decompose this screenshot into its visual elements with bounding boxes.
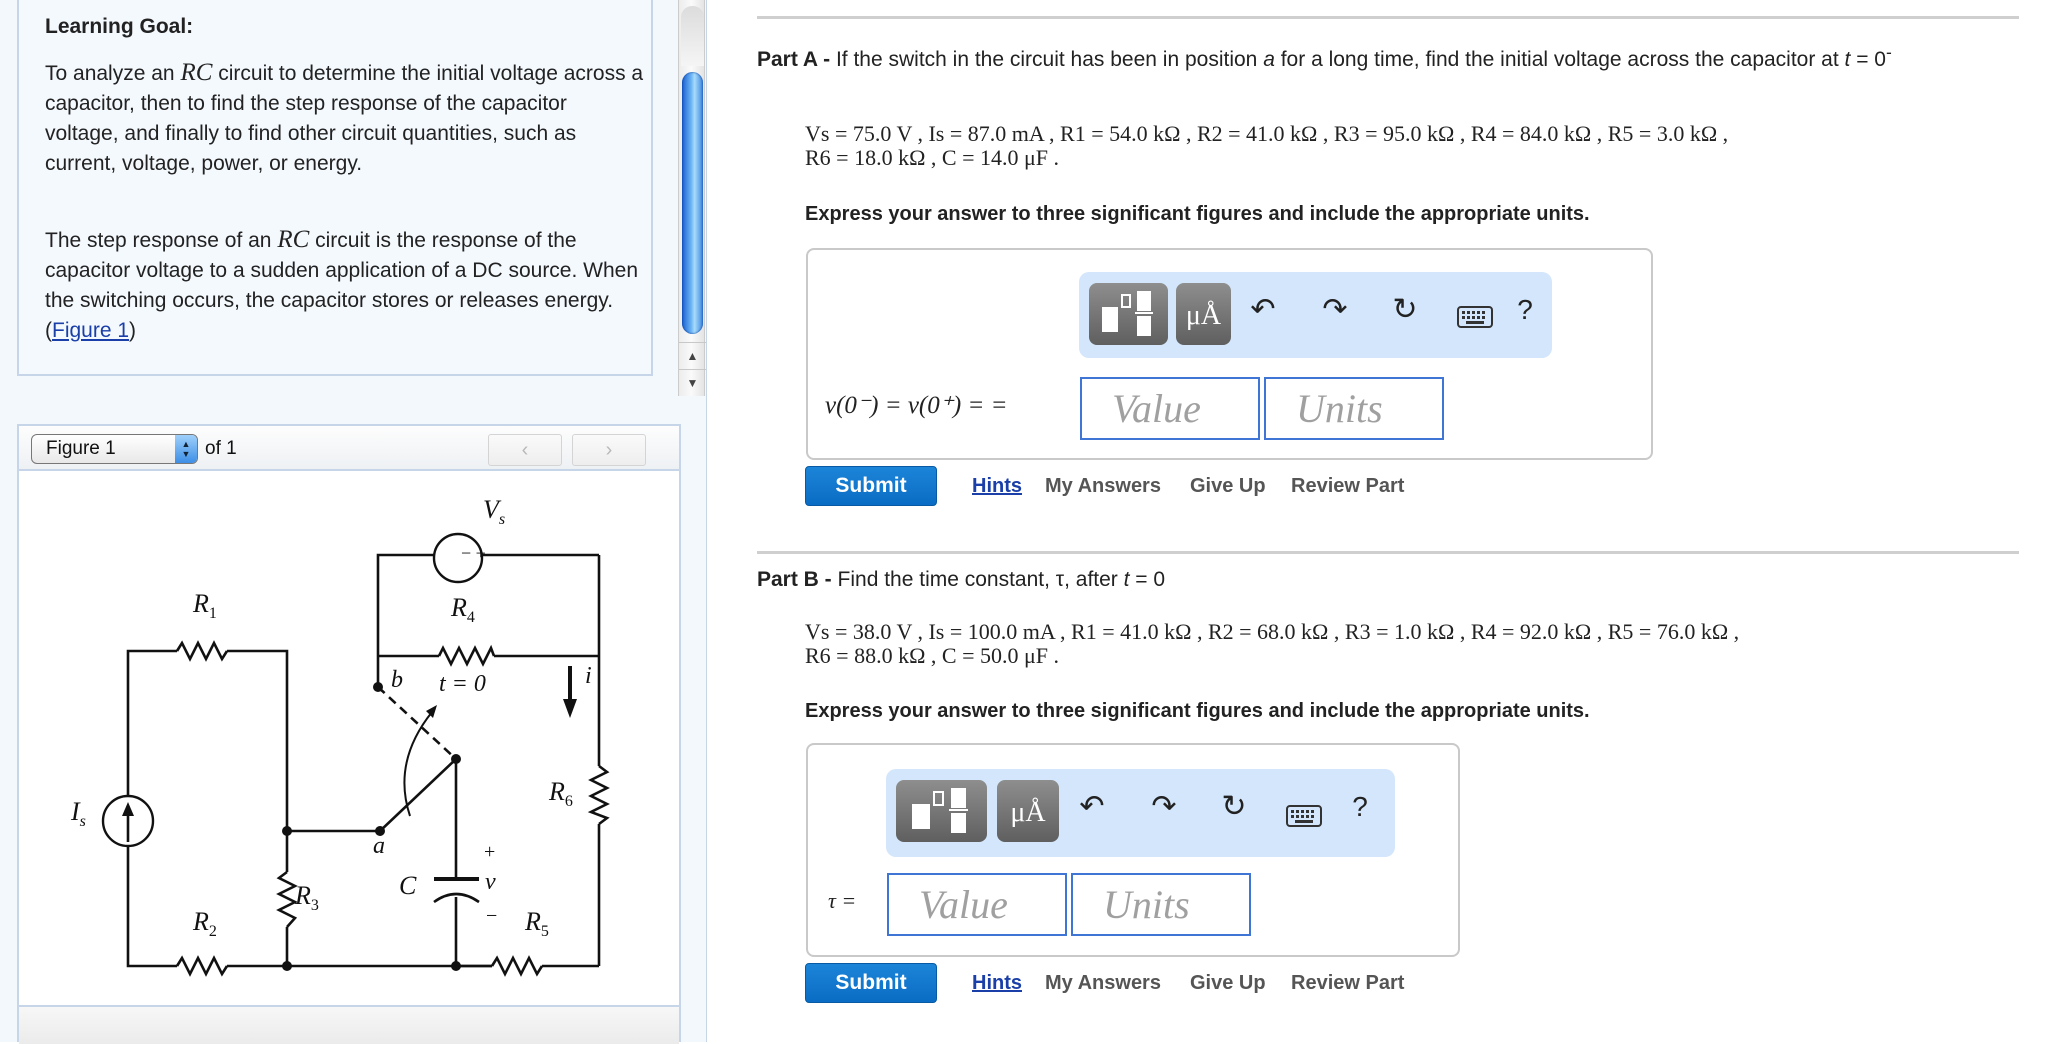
units-button[interactable] [997, 780, 1059, 842]
label-b: b [391, 667, 403, 693]
part-b-givens-line-1: Vs = 38.0 V , Is = 100.0 mA , R1 = 41.0 kΩ , R2 = 68.0 kΩ , R3 = 1.0 kΩ , R4 = 92.0 kΩ , R5 = 76.0 kΩ , [805, 619, 1740, 644]
part-b-hints-link[interactable]: Hints [972, 972, 1022, 994]
label-i: i [585, 663, 592, 689]
undo-icon[interactable]: ↶ [1079, 790, 1105, 823]
label-t0: t = 0 [439, 671, 486, 697]
left-column [0, 0, 707, 1042]
prev-figure-button[interactable] [488, 434, 562, 466]
part-a-value-input[interactable] [1080, 377, 1260, 440]
text: - [1886, 42, 1892, 62]
part-a-givens-line-1: Vs = 75.0 V , Is = 87.0 mA , R1 = 54.0 kΩ , R2 = 41.0 kΩ , R3 = 95.0 kΩ , R4 = 84.0 kΩ , R5 = 3.0 kΩ , [805, 121, 1729, 146]
templates-icon [1089, 283, 1168, 345]
part-b-title [757, 568, 1165, 592]
label-a: a [373, 833, 385, 859]
part-a-hints-link[interactable]: Hints [972, 475, 1022, 497]
reset-icon[interactable]: ↻ [1392, 293, 1418, 326]
learning-goal-paragraph-2 [45, 225, 645, 346]
learning-goal-box [17, 0, 653, 376]
text: ) [129, 319, 137, 342]
scrollbar-track-cap [681, 6, 704, 66]
label-r4: $R_4$ [451, 593, 475, 627]
text: The step response of an [45, 229, 278, 252]
label-r6: $R_6$ [549, 777, 573, 811]
circuit-figure [19, 471, 679, 1005]
part-a-givens [805, 122, 1728, 170]
part-b-my-answers-link[interactable]: My Answers [1045, 972, 1161, 994]
text: t [1844, 48, 1851, 71]
part-a-title [757, 36, 2017, 76]
label-r1: $R_1$ [193, 589, 217, 623]
scroll-up-arrow-icon[interactable]: ▲ [679, 342, 706, 369]
figure-1-link[interactable]: Figure 1 [52, 319, 130, 342]
undo-icon[interactable]: ↶ [1250, 293, 1276, 326]
text: circuit is the response of the capacitor voltage to a sudden application of a DC source. When the switching occurs, the capacitor stores or releases energy.( [45, 229, 639, 342]
part-a-equation-label: v(0⁻) = v(0⁺) = = [825, 392, 1008, 419]
part-b-review-part-link[interactable]: Review Part [1291, 972, 1405, 994]
learning-goal-scrollbar[interactable] [678, 0, 705, 396]
text: t [1123, 568, 1130, 591]
label-r5: $R_5$ [525, 907, 549, 941]
part-b-value-input[interactable] [887, 873, 1067, 936]
label-r2: $R_2$ [193, 907, 217, 941]
part-b-divider [757, 551, 2019, 554]
part-b-submit-button[interactable]: Submit [805, 963, 937, 1003]
keyboard-icon[interactable] [1455, 302, 1495, 336]
label-c: C [399, 871, 417, 900]
learning-goal-title: Learning Goal: [45, 15, 194, 38]
part-b-instruction: Express your answer to three significant figures and include the appropriate units. [805, 700, 1590, 722]
label-vs: $V_s$ [483, 495, 506, 529]
part-a-label: Part A - [757, 48, 831, 71]
label-v: v [485, 869, 496, 895]
redo-icon[interactable]: ↷ [1151, 790, 1177, 823]
part-a-submit-button[interactable]: Submit [805, 466, 937, 506]
part-b-givens [805, 620, 1739, 668]
math-rc: RC [277, 226, 310, 253]
part-a-divider [757, 16, 2019, 19]
templates-icon [896, 780, 987, 842]
label-r3: $R_3$ [295, 881, 319, 915]
part-b-equation-label: τ = [828, 888, 857, 913]
learning-goal-paragraph-1 [45, 58, 645, 179]
part-b-label: Part B - [757, 568, 832, 591]
part-b-units-input[interactable] [1071, 873, 1251, 936]
math-rc: RC [180, 59, 213, 86]
figure-select[interactable] [31, 434, 198, 464]
keyboard-icon[interactable] [1284, 801, 1324, 835]
label-vs-polarity: − + [461, 543, 486, 563]
chevron-right-icon: › [605, 439, 613, 461]
help-icon[interactable]: ? [1352, 791, 1368, 822]
units-icon: μÅ [1185, 300, 1222, 331]
scrollbar-thumb[interactable] [682, 72, 703, 334]
part-a-my-answers-link[interactable]: My Answers [1045, 475, 1161, 497]
part-a-units-input[interactable] [1264, 377, 1444, 440]
part-b-answer-box [806, 743, 1460, 957]
part-b-givens-line-2: R6 = 88.0 kΩ , C = 50.0 μF . [805, 643, 1060, 668]
figure-select-value: Figure 1 [46, 438, 116, 459]
templates-button[interactable] [896, 780, 987, 842]
label-cap-plus: + [484, 841, 496, 863]
text: for a long time, find the initial voltage across the capacitor at [1274, 48, 1845, 71]
part-a-give-up-link[interactable]: Give Up [1190, 475, 1266, 497]
part-a-givens-line-2: R6 = 18.0 kΩ , C = 14.0 μF . [805, 145, 1060, 170]
text: = 0 [1129, 568, 1166, 591]
label-is: $I_s$ [71, 797, 86, 831]
select-stepper-icon: ▲ ▼ [175, 435, 197, 463]
label-cap-minus: − [486, 905, 498, 927]
figure-count: of 1 [205, 438, 237, 459]
next-figure-button[interactable] [572, 434, 646, 466]
text: To analyze an [45, 62, 181, 85]
figure-panel [17, 424, 681, 1042]
part-a-review-part-link[interactable]: Review Part [1291, 475, 1405, 497]
part-b-give-up-link[interactable]: Give Up [1190, 972, 1266, 994]
chevron-left-icon: ‹ [521, 439, 529, 461]
figure-header [19, 426, 679, 471]
text: If the switch in the circuit has been in position [830, 48, 1264, 71]
reset-icon[interactable]: ↻ [1221, 790, 1247, 823]
templates-button[interactable] [1089, 283, 1168, 345]
figure-footer [19, 1005, 679, 1044]
redo-icon[interactable]: ↷ [1322, 293, 1348, 326]
help-icon[interactable]: ? [1517, 294, 1533, 325]
scroll-down-arrow-icon[interactable]: ▼ [679, 369, 706, 396]
text: Find the time constant, τ, after [831, 568, 1124, 591]
part-a-answer-box [806, 248, 1653, 460]
text: circuit to determine the initial voltage across a capacitor, then to find the step response of the capacitor voltage, and finally to find other circuit quantities, such as current, voltage, power, or energy. [45, 62, 644, 175]
text: a [1263, 48, 1275, 71]
text: = 0 [1850, 48, 1886, 71]
part-a-toolbar [1079, 272, 1552, 358]
units-icon: μÅ [1010, 797, 1046, 828]
part-b-toolbar [886, 769, 1395, 857]
part-a-instruction: Express your answer to three significant figures and include the appropriate units. [805, 203, 1590, 225]
units-button[interactable] [1176, 283, 1231, 345]
